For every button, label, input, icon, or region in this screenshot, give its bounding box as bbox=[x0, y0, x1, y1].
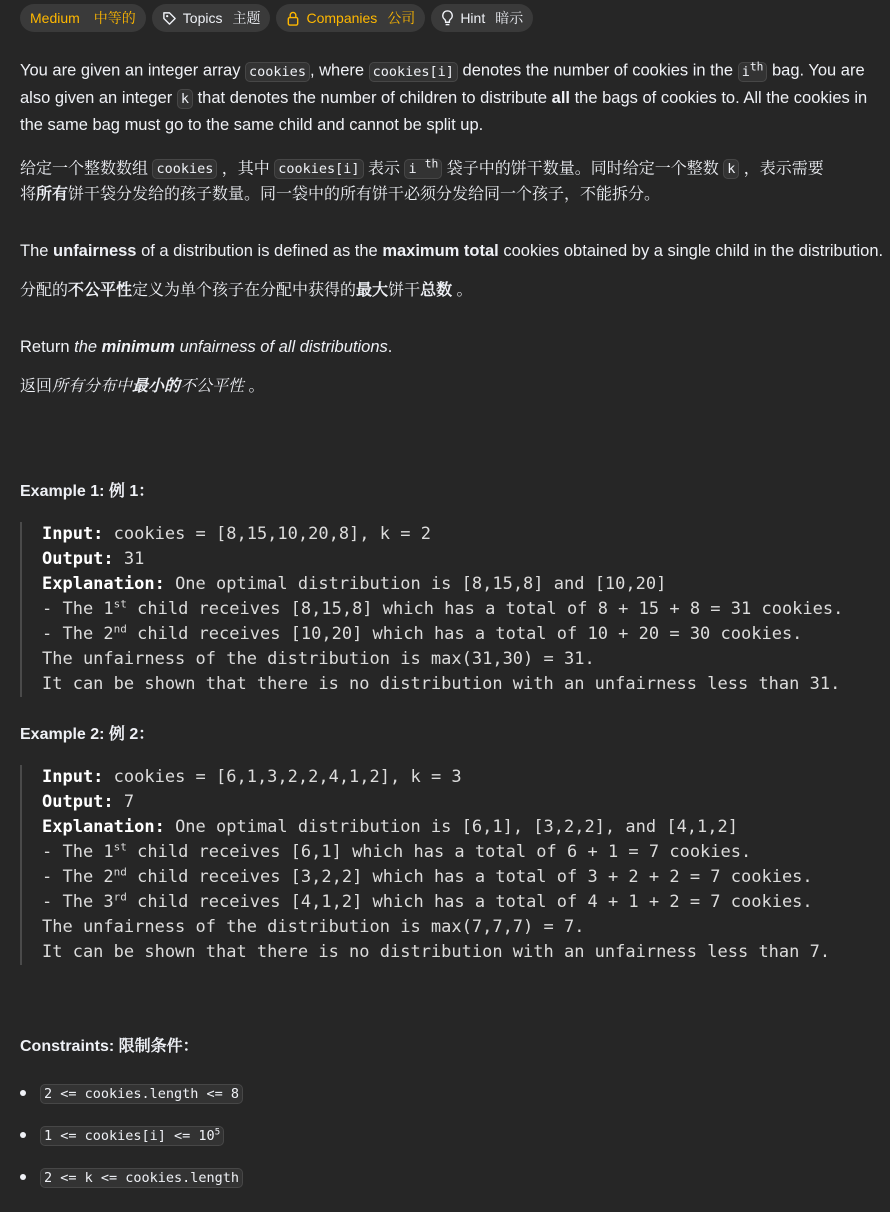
companies-label-cn: 公司 bbox=[387, 10, 416, 26]
output-value: 7 bbox=[113, 792, 135, 812]
text: Return bbox=[20, 338, 75, 356]
bold-all-cn: 所有 bbox=[36, 186, 69, 203]
constraint-item bbox=[20, 1073, 886, 1115]
constraint-code bbox=[40, 1126, 224, 1146]
description-paragraph-2 bbox=[20, 238, 886, 264]
description-paragraph-1-cn bbox=[20, 152, 886, 209]
example-1-title: Example 1: 例 1： bbox=[20, 483, 155, 500]
text: 。 bbox=[452, 282, 473, 299]
text: 定义为单个孩子在分配中获得的 bbox=[132, 282, 357, 299]
code-i bbox=[404, 159, 442, 179]
example-1-block bbox=[20, 522, 886, 697]
ordinal-suffix: st bbox=[113, 840, 127, 854]
bold-minimum: minimum bbox=[101, 338, 175, 356]
text: 返回 bbox=[20, 378, 53, 395]
code-cookies-i: cookies[i] bbox=[369, 62, 458, 82]
text: . bbox=[387, 338, 393, 356]
code-cookies: cookies bbox=[152, 159, 217, 179]
bold-min-cn: 最小的 bbox=[132, 378, 181, 395]
hint-label-cn: 暗示 bbox=[495, 10, 524, 26]
explanation-line: The unfairness of the distribution is max(7,7,7) = 7. bbox=[42, 917, 585, 937]
explanation-line: child receives [6,1] which has a total of 6 + 1 = 7 cookies. bbox=[126, 842, 752, 862]
explanation-label: Explanation: bbox=[42, 817, 165, 837]
bold-total-cn: 总数 bbox=[420, 282, 453, 299]
problem-tags bbox=[20, 4, 533, 32]
text: 所有分布中 bbox=[52, 378, 133, 395]
ordinal-suffix: nd bbox=[113, 865, 127, 879]
example-2-title: Example 2: 例 2： bbox=[20, 726, 155, 743]
text: ，其中 bbox=[217, 160, 275, 177]
text: 。 bbox=[244, 378, 265, 395]
explanation-line: - The 2 bbox=[42, 867, 114, 887]
text: 饼干袋分发给的孩子数量。同一袋中的所有饼干必须分发给同一个孩子，不能拆分。 bbox=[68, 186, 661, 203]
constraints-title: Constraints: 限制条件： bbox=[20, 1038, 199, 1055]
explanation-line: The unfairness of the distribution is max(31,30) = 31. bbox=[42, 649, 595, 669]
text: 将 bbox=[20, 186, 37, 203]
explanation-line: - The 2 bbox=[42, 624, 114, 644]
superscript-th: th bbox=[749, 60, 764, 73]
bold-all: all bbox=[551, 88, 570, 107]
companies-button[interactable] bbox=[276, 4, 425, 32]
constraint-text: 1 <= cookies[i] <= 10 bbox=[44, 1128, 215, 1144]
text: that denotes the number of children to distribute bbox=[193, 88, 552, 107]
text: ，表示需要 bbox=[739, 160, 824, 177]
description-paragraph-2-cn bbox=[20, 278, 886, 304]
text: of a distribution is defined as the bbox=[136, 242, 383, 260]
explanation-line: child receives [8,15,8] which has a total of 8 + 15 + 8 = 31 cookies. bbox=[126, 599, 844, 619]
constraint-code: 2 <= cookies.length <= 8 bbox=[40, 1084, 243, 1104]
description-paragraph-3 bbox=[20, 334, 886, 360]
explanation-line: It can be shown that there is no distribution with an unfairness less than 7. bbox=[42, 942, 831, 962]
code-k: k bbox=[177, 89, 193, 109]
text: unfairness of all distributions bbox=[174, 338, 388, 356]
constraint-item bbox=[20, 1157, 886, 1199]
example-2-block bbox=[20, 765, 886, 965]
tag-icon bbox=[162, 11, 177, 26]
ordinal-suffix: nd bbox=[113, 622, 127, 636]
ordinal-suffix: rd bbox=[113, 890, 127, 904]
italic-text bbox=[74, 338, 388, 356]
text: the bags of cookies to. All the cookies in the same bag must go to the same child and cannot be split up. bbox=[20, 88, 868, 134]
topics-label-cn: 主题 bbox=[232, 10, 261, 26]
explanation-line: child receives [4,1,2] which has a total of 4 + 1 + 2 = 7 cookies. bbox=[126, 892, 813, 912]
hint-label: Hint bbox=[460, 10, 486, 26]
explanation-label: Explanation: bbox=[42, 574, 165, 594]
explanation-text: One optimal distribution is [8,15,8] and [10,20] bbox=[164, 574, 667, 594]
lightbulb-icon bbox=[441, 10, 454, 26]
problem-description bbox=[20, 54, 886, 1199]
text: , where bbox=[309, 61, 369, 80]
explanation-line: - The 3 bbox=[42, 892, 114, 912]
explanation-line: - The 1 bbox=[42, 599, 114, 619]
text: bag. You are also given an integer bbox=[20, 61, 865, 107]
bold-unfairness: unfairness bbox=[53, 242, 137, 260]
bold-unfairness-cn: 不公平性 bbox=[68, 282, 133, 299]
code-i-text: i bbox=[408, 161, 417, 177]
explanation-line: child receives [10,20] which has a total of 10 + 20 = 30 cookies. bbox=[126, 624, 803, 644]
text: The bbox=[20, 242, 54, 260]
companies-label: Companies bbox=[306, 10, 378, 26]
explanation-line: It can be shown that there is no distribution with an unfairness less than 31. bbox=[42, 674, 841, 694]
description-paragraph-1 bbox=[20, 54, 886, 138]
code-cookies-i: cookies[i] bbox=[274, 159, 363, 179]
difficulty-label-cn: 中等的 bbox=[93, 10, 136, 26]
bold-maximum-total: maximum total bbox=[382, 242, 499, 260]
output-label: Output: bbox=[42, 792, 114, 812]
input-label: Input: bbox=[42, 767, 104, 787]
text: 袋子中的饼干数量。同时给定一个整数 bbox=[442, 160, 724, 177]
difficulty-badge[interactable] bbox=[20, 4, 146, 32]
text: 饼干 bbox=[388, 282, 421, 299]
input-value: cookies = [6,1,3,2,2,4,1,2], k = 3 bbox=[103, 767, 462, 787]
code-i bbox=[738, 62, 768, 82]
code-cookies: cookies bbox=[245, 62, 310, 82]
text: 不公平性 bbox=[180, 378, 245, 395]
output-value: 31 bbox=[113, 549, 145, 569]
text: You are given an integer array bbox=[20, 61, 246, 80]
input-value: cookies = [8,15,10,20,8], k = 2 bbox=[103, 524, 431, 544]
text: cookies obtained by a single child in the distribution. bbox=[498, 242, 884, 260]
text: denotes the number of cookies in the bbox=[457, 61, 738, 80]
text: 给定一个整数数组 bbox=[20, 160, 153, 177]
text: the bbox=[74, 338, 102, 356]
lock-icon bbox=[286, 11, 300, 26]
constraint-item bbox=[20, 1115, 886, 1157]
difficulty-label: Medium bbox=[30, 10, 80, 26]
explanation-line: child receives [3,2,2] which has a total of 3 + 2 + 2 = 7 cookies. bbox=[126, 867, 813, 887]
topics-label: Topics bbox=[182, 10, 223, 26]
code-k: k bbox=[723, 159, 739, 179]
exponent: 5 bbox=[214, 1127, 221, 1138]
hint-button[interactable] bbox=[431, 4, 533, 32]
text: 分配的 bbox=[20, 282, 69, 299]
italic-text-cn bbox=[52, 378, 244, 395]
constraint-code: 2 <= k <= cookies.length bbox=[40, 1168, 243, 1188]
description-paragraph-3-cn bbox=[20, 374, 886, 400]
code-i-text: i bbox=[741, 63, 750, 80]
topics-button[interactable] bbox=[152, 4, 271, 32]
ordinal-suffix: st bbox=[113, 597, 127, 611]
output-label: Output: bbox=[42, 549, 114, 569]
explanation-text: One optimal distribution is [6,1], [3,2,2], and [4,1,2] bbox=[164, 817, 738, 837]
input-label: Input: bbox=[42, 524, 104, 544]
constraints-list bbox=[20, 1073, 886, 1199]
text: 表示 bbox=[363, 160, 405, 177]
superscript-th: th bbox=[424, 157, 439, 171]
explanation-line: - The 1 bbox=[42, 842, 114, 862]
bold-max-cn: 最大 bbox=[356, 282, 389, 299]
